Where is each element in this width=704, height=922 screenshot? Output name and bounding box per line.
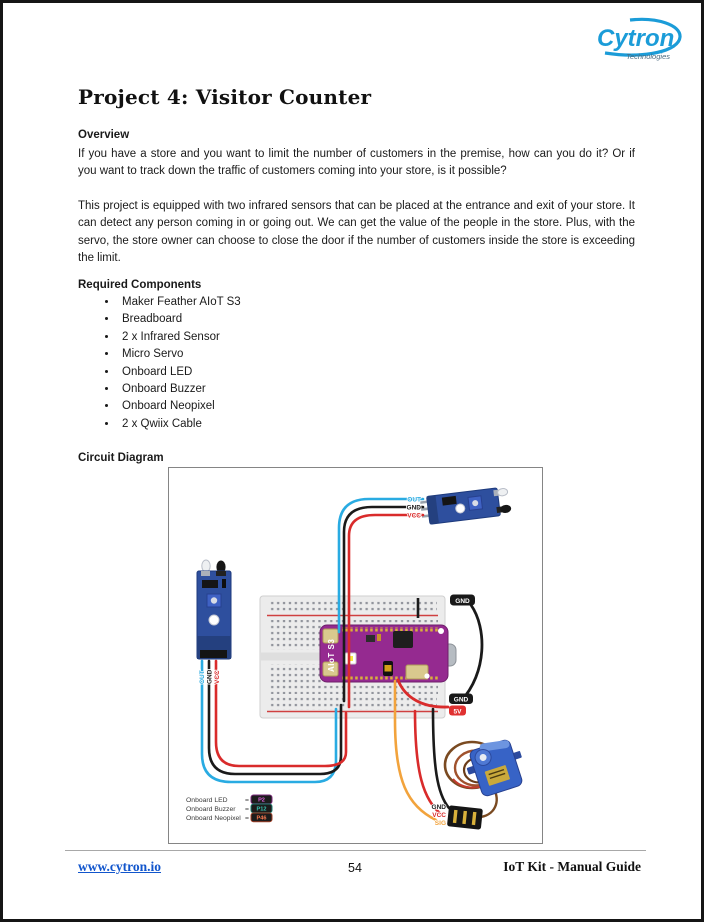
wire-servo-vcc xyxy=(415,711,442,815)
legend-buzzer-label: Onboard Buzzer xyxy=(186,806,236,813)
list-item: • Onboard LED xyxy=(118,364,500,381)
servo-gnd-label: GND xyxy=(431,804,446,811)
logo-subtext: Technologies xyxy=(626,52,670,61)
legend-led-label: Onboard LED xyxy=(186,797,228,804)
page-number: 54 xyxy=(348,861,362,875)
servo-connector xyxy=(447,805,483,829)
cytron-logo xyxy=(575,15,685,67)
overview-heading: Overview xyxy=(78,129,130,141)
infrared-sensor-left xyxy=(197,560,231,659)
footer-divider xyxy=(65,850,646,851)
list-item: • Breadboard xyxy=(118,311,500,328)
svg-text:P46: P46 xyxy=(256,815,267,822)
legend-equals: = xyxy=(245,797,249,804)
page-title: Project 4: Visitor Counter xyxy=(78,85,372,109)
left-sensor-out-label: OUT xyxy=(199,670,206,684)
legend-equals: = xyxy=(245,815,249,822)
servo-sig-label: SIG xyxy=(434,820,446,827)
legend-equals: = xyxy=(245,806,249,813)
list-item: • Onboard Neopixel xyxy=(118,398,500,415)
list-item: • Onboard Buzzer xyxy=(118,381,500,398)
wire-gnd-loop xyxy=(461,605,482,701)
list-item: • Micro Servo xyxy=(118,346,500,363)
list-item: • 2 x Infrared Sensor xyxy=(118,329,500,346)
circuit-diagram-figure xyxy=(168,467,543,844)
svg-text:GND: GND xyxy=(455,597,470,605)
micro-servo xyxy=(445,733,530,817)
left-sensor-gnd-label: GND xyxy=(206,669,214,684)
diagram-legend xyxy=(186,795,272,822)
footer-doc-title: IoT Kit - Manual Guide xyxy=(503,859,641,874)
overview-paragraph-2: This project is equipped with two infrared sensors that can be placed at the entrance and exit of your store. It can detect any person coming in or going out. We can get the value of the people in the store. Plus, with the servo, the store owner can choose to close the door if the number of customers inside the store is exceeding the limit. xyxy=(78,200,635,265)
circuit-diagram-svg xyxy=(169,468,542,843)
infrared-sensor-top xyxy=(420,486,512,525)
servo-vcc-label: VCC xyxy=(432,812,446,819)
components-list xyxy=(100,294,500,433)
left-sensor-vcc-label: VCC xyxy=(214,670,221,684)
svg-text:GND: GND xyxy=(453,696,469,704)
logo-text: Cytron xyxy=(597,25,675,52)
top-sensor-gnd-label: GND xyxy=(406,504,421,512)
svg-text:5V: 5V xyxy=(453,708,462,716)
list-item: • Maker Feather AIoT S3 xyxy=(118,294,500,311)
gnd-badge-bottom xyxy=(449,694,473,705)
svg-text:P12: P12 xyxy=(256,806,267,813)
legend-neopixel-label: Onboard Neopixel xyxy=(186,815,241,822)
list-item: • 2 x Qwiix Cable xyxy=(118,416,500,433)
overview-paragraph-1: If you have a store and you want to limit the number of customers in the premise, how can you do it? Or if you want to track down the traffic of customers coming into your store, is it possible? xyxy=(78,148,635,178)
5v-badge xyxy=(449,706,466,716)
top-sensor-vcc-label: VCC xyxy=(407,512,421,520)
components-heading: Required Components xyxy=(78,279,202,291)
maker-feather-board xyxy=(320,625,456,682)
circuit-diagram-heading: Circuit Diagram xyxy=(78,452,164,464)
svg-text:P2: P2 xyxy=(258,797,265,804)
gnd-badge-top xyxy=(450,595,475,606)
cytron-logo-graphic xyxy=(575,15,685,67)
board-name-label: AIoT S3 xyxy=(327,638,336,672)
top-sensor-out-label: OUT xyxy=(407,496,421,504)
footer-website-link[interactable]: www.cytron.io xyxy=(78,859,161,874)
